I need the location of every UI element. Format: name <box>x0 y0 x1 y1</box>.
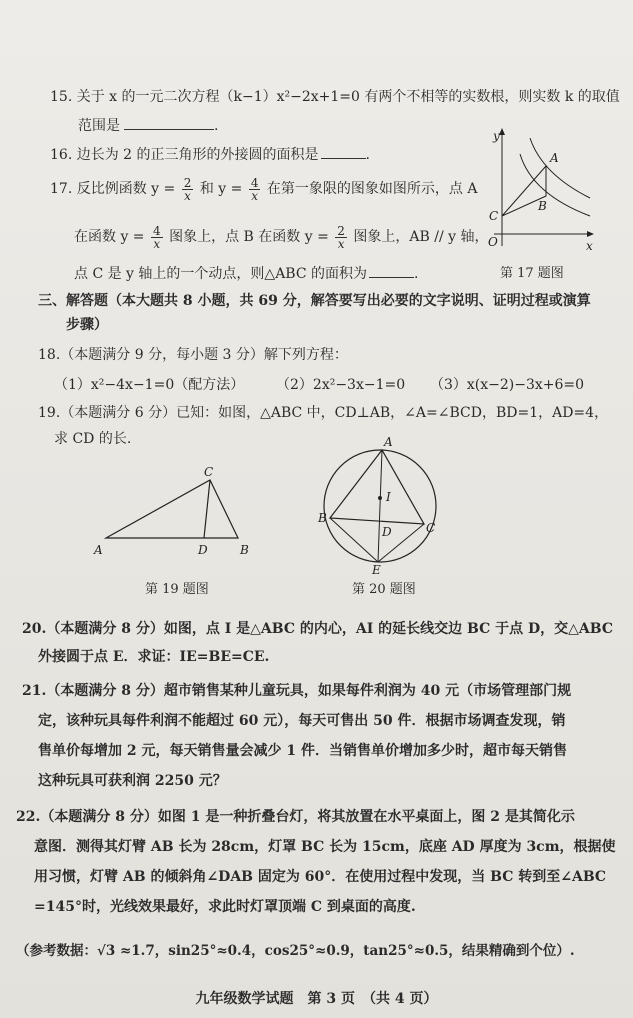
label-b: B <box>538 199 547 213</box>
q15-line2: 范围是 . <box>78 118 219 134</box>
answer-blank <box>369 264 414 278</box>
triangle-abc <box>106 480 238 538</box>
page-footer: 九年级数学试题 第 3 页 （共 4 页） <box>195 991 438 1007</box>
label-i: I <box>386 490 391 504</box>
label-a: A <box>384 435 393 449</box>
q21-line3: 售单价每增加 2 元，每天销售量会减少 1 件．当销售单价增加多少时，超市每天销售 <box>38 743 567 759</box>
label-b: B <box>318 511 327 525</box>
q20-line2: 外接圆于点 E．求证：IE=BE=CE. <box>38 649 270 665</box>
fraction <box>335 225 347 250</box>
label-y: y <box>493 129 500 143</box>
q22-line3: 用习惯，灯臂 AB 的倾斜角∠DAB 固定为 60°．在使用过程中发现，当 BC 转到至∠ABC <box>34 869 607 885</box>
curve-4-over-x <box>530 138 590 198</box>
denominator: x <box>251 188 259 203</box>
q17-text-g: 图象上，AB // y 轴， <box>353 229 489 245</box>
q15-line2-text: 范围是 <box>78 118 120 134</box>
numerator: 2 <box>183 175 192 190</box>
x-arrow <box>587 231 594 237</box>
label-o: O <box>488 235 498 249</box>
q22-line4: =145°时，光线效果最好，求此时灯罩顶端 C 到桌面的高度. <box>34 899 416 915</box>
q18-part3: （3）x(x−2)−3x+6=0 <box>430 377 585 393</box>
denominator: x <box>337 236 345 251</box>
q19-line2: 求 CD 的长. <box>54 431 132 447</box>
q17-text-e: 图象上，点 B 在函数 y = <box>169 229 329 245</box>
fraction <box>249 177 261 202</box>
figure-20 <box>310 428 450 574</box>
q15-line1: 15. 关于 x 的一元二次方程（k−1）x²−2x+1=0 有两个不相等的实数根，则实数 k 的取值 <box>50 89 620 105</box>
section-3-line1: 三、解答题（本大题共 8 小题，共 69 分，解答要写出必要的文字说明、证明过程或演算 <box>38 293 591 309</box>
q16-text: 16. 边长为 2 的正三角形的外接圆的面积是 <box>50 147 319 163</box>
label-a: A <box>94 543 103 557</box>
label-d: D <box>382 525 392 539</box>
fraction <box>151 225 163 250</box>
q17-line3: 点 C 是 y 轴上的一个动点，则△ABC 的面积为 . <box>74 266 419 282</box>
q22-line1: 22.（本题满分 8 分）如图 1 是一种折叠台灯，将其放置在水平桌面上，图 2 是其简化示 <box>16 809 575 825</box>
figure-17 <box>478 126 598 256</box>
q17-text-a: 17. 反比例函数 y = <box>50 181 176 197</box>
q18-title: 18.（本题满分 9 分，每小题 3 分）解下列方程： <box>38 347 348 363</box>
incenter-point <box>378 496 382 500</box>
label-c: C <box>204 465 214 479</box>
q17-line2 <box>74 220 488 254</box>
q17-text-c: 在第一象限的图象如图所示，点 A <box>266 181 478 197</box>
triangle-abc <box>330 450 424 524</box>
q21-line4: 这种玩具可获利润 2250 元？ <box>38 773 227 789</box>
answer-blank <box>321 145 366 159</box>
figure-19 <box>90 462 260 562</box>
figure-20-caption: 第 20 题图 <box>352 582 416 597</box>
fraction <box>182 177 194 202</box>
label-e: E <box>372 563 381 574</box>
numerator: 4 <box>250 175 259 190</box>
y-arrow <box>499 128 505 135</box>
label-a: A <box>550 151 559 165</box>
section-3-line2: 步骤） <box>66 317 108 333</box>
q19-line1: 19.（本题满分 6 分）已知：如图，△ABC 中，CD⊥AB，∠A=∠BCD，BD=1，AD=4， <box>38 405 609 421</box>
q18-part2: （2）2x²−3x−1=0 <box>276 377 406 393</box>
q21-line1: 21.（本题满分 8 分）超市销售某种儿童玩具，如果每件利润为 40 元（市场管理部门规 <box>22 683 572 699</box>
q17-text-b: 和 y = <box>199 181 243 197</box>
label-d: D <box>198 543 208 557</box>
denominator: x <box>184 188 191 203</box>
q17-text-d: 在函数 y = <box>74 229 145 245</box>
q17-text-h: 点 C 是 y 轴上的一个动点，则△ABC 的面积为 <box>74 266 368 282</box>
q17-line1 <box>50 172 477 206</box>
figure-17-caption: 第 17 题图 <box>500 266 564 281</box>
q20-line1: 20.（本题满分 8 分）如图，点 I 是△ABC 的内心，AI 的延长线交边 BC 于点 D，交△ABC <box>22 621 614 637</box>
q16-line: 16. 边长为 2 的正三角形的外接圆的面积是 . <box>50 147 370 163</box>
q21-line2: 定，该种玩具每件利润不能超过 60 元），每天可售出 50 件．根据市场调查发现，销 <box>38 713 566 729</box>
denominator: x <box>153 236 161 251</box>
q22-line2: 意图．测得其灯臂 AB 长为 28cm，灯罩 BC 长为 15cm，底座 AD 厚度为 3cm，根据使 <box>34 839 616 855</box>
answer-blank <box>124 116 214 130</box>
numerator: 2 <box>337 223 345 238</box>
label-x: x <box>586 239 593 253</box>
numerator: 4 <box>153 223 161 238</box>
segment-ae <box>378 450 382 562</box>
segment-cd <box>204 480 210 538</box>
label-c: C <box>489 209 499 223</box>
label-c: C <box>426 521 436 535</box>
figure-19-caption: 第 19 题图 <box>145 582 209 597</box>
q18-part1: （1）x²−4x−1=0（配方法） <box>54 377 245 393</box>
q22-reference-data: （参考数据：√3 ≈1.7，sin25°≈0.4，cos25°≈0.9，tan25°≈0.5，结果精确到个位）. <box>16 943 575 959</box>
label-b: B <box>240 543 249 557</box>
